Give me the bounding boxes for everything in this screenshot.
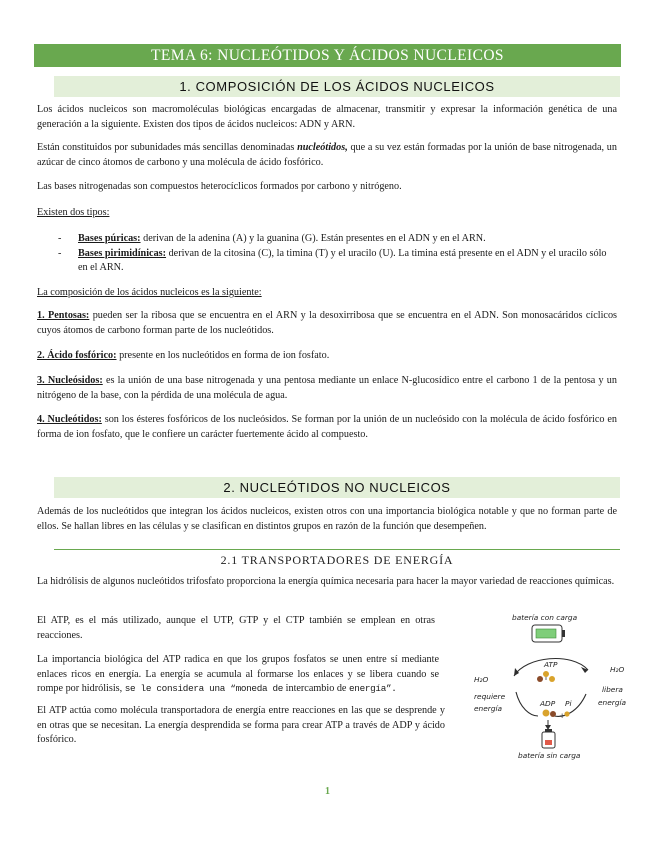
nucleotidos-term: nucleótidos, bbox=[297, 142, 348, 153]
requires-label: requiere bbox=[474, 692, 506, 701]
list-item: 4. Nucleótidos: son los ésteres fosfóricos de los nucleósidos. Se forman por la unión de un nucleósido con la molécula de ácido fosfórico en forma de ion fosfato, que le confiere un carácter fuertemente ácido al compuesto. bbox=[37, 414, 617, 440]
paragraph: Además de los nucleótidos que integran los ácidos nucleicos, existen otros con una importancia biológica notable y que no forman parte de ellos. Se hallan libres en las células y se clasifican en distintos grupos en razón de la función que desempeñen. bbox=[37, 506, 617, 532]
atp-cycle-figure bbox=[468, 608, 628, 768]
list-item: 3. Nucleósidos: es la unión de una base nitrogenada y una pentosa mediante un enlace N-glucosídico entre el carbono 1 de la pentosa y un nitrógeno de la base, con la pérdida de una molécula de agua. bbox=[37, 375, 617, 401]
paragraph: La hidrólisis de algunos nucleótidos trifosfato proporciona la energía química necesaria para hacer la mayor variedad de reacciones químicas. bbox=[37, 576, 615, 587]
phosphate-label: Pi bbox=[565, 699, 572, 708]
section-heading-1: 1. COMPOSICIÓN DE LOS ÁCIDOS NUCLEICOS bbox=[54, 76, 620, 97]
releases-label: libera bbox=[602, 685, 623, 694]
releases-label: energía bbox=[598, 698, 627, 707]
list-item: - Bases púricas: derivan de la adenina (A) y la guanina (G). Están presentes en el ADN y en el ARN. bbox=[58, 232, 618, 247]
paragraph: El ATP actúa como molécula transportadora de energía entre reacciones en las que se desprende y en otras que se necesitan. La energía desprendida se forma para crear ATP a través de ADP y ácido fosfórico. bbox=[37, 705, 445, 746]
cycle-arc-left bbox=[516, 692, 538, 716]
list-item: 1. Pentosas: pueden ser la ribosa que se encuentra en el ARN y la desoxirribosa que se encuentra en el ADN. Son monosacáridos cíclicos cuyos átomos de carbono forman parte de los nucleótidos. bbox=[37, 310, 617, 336]
arrow-head-icon bbox=[514, 668, 519, 676]
charged-battery-label: batería con carga bbox=[512, 613, 578, 622]
section-heading-2: 2. NUCLEÓTIDOS NO NUCLEICOS bbox=[54, 477, 620, 498]
paragraph: Están constituidos por subunidades más sencillas denominadas nucleótidos, que a su vez están formadas por la unión de base nitrogenada, un azúcar de cinco átomos de carbono y una molécula de ácido fosfórico. bbox=[37, 142, 617, 168]
moneda-phrase: se le considera una “moneda de bbox=[124, 683, 284, 695]
plus-label: + bbox=[559, 711, 566, 720]
paragraph: Las bases nitrogenadas son compuestos heterocíclicos formados por carbono y nitrógeno. bbox=[37, 181, 402, 192]
charged-battery-icon bbox=[532, 625, 565, 642]
paragraph: El ATP, es el más utilizado, aunque el UTP, GTP y el CTP también se emplean en otras reacciones. bbox=[37, 615, 435, 641]
requires-label: energía bbox=[474, 704, 503, 713]
empty-battery-icon bbox=[542, 720, 555, 748]
bases-list bbox=[58, 232, 618, 276]
page-number: 1 bbox=[325, 786, 330, 797]
composition-intro: La composición de los ácidos nucleicos es la siguiente: bbox=[37, 287, 262, 298]
paragraph: Los ácidos nucleicos son macromoléculas biológicas encargadas de almacenar, transmitir y expresar la información genética de una generación a la siguiente. Existen dos tipos de ácidos nucleicos: ADN y ARN. bbox=[37, 104, 617, 130]
types-intro: Existen dos tipos: bbox=[37, 207, 110, 218]
adp-label: ADP bbox=[540, 699, 556, 708]
water-left-label: H₂O bbox=[474, 675, 489, 684]
empty-battery-label: batería sin carga bbox=[518, 751, 581, 760]
list-item: 2. Ácido fosfórico: presente en los nucleótidos en forma de ion fosfato. bbox=[37, 350, 330, 361]
paragraph: La importancia biológica del ATP radica en que los grupos fosfatos se unen entre sí mediante enlaces ricos en energía. La energía se acumula al formarse los enlaces y se libera cuando se rompe por hidrólisis, se le considera una “moneda de intercambio de energía”. bbox=[37, 654, 439, 695]
subsection-heading: 2.1 TRANSPORTADORES DE ENERGÍA bbox=[54, 549, 620, 572]
document-title: TEMA 6: NUCLEÓTIDOS Y ÁCIDOS NUCLEICOS bbox=[34, 44, 621, 67]
arrow-head-icon bbox=[581, 667, 588, 673]
water-right-label: H₂O bbox=[610, 665, 625, 674]
atp-label: ATP bbox=[544, 660, 558, 669]
list-item: - Bases pirimidínicas: derivan de la citosina (C), la timina (T) y el uracilo (U). La timina está presente en el ADN y el uracilo sólo en el ARN. bbox=[58, 247, 618, 276]
atp-molecule-icon bbox=[537, 671, 555, 682]
